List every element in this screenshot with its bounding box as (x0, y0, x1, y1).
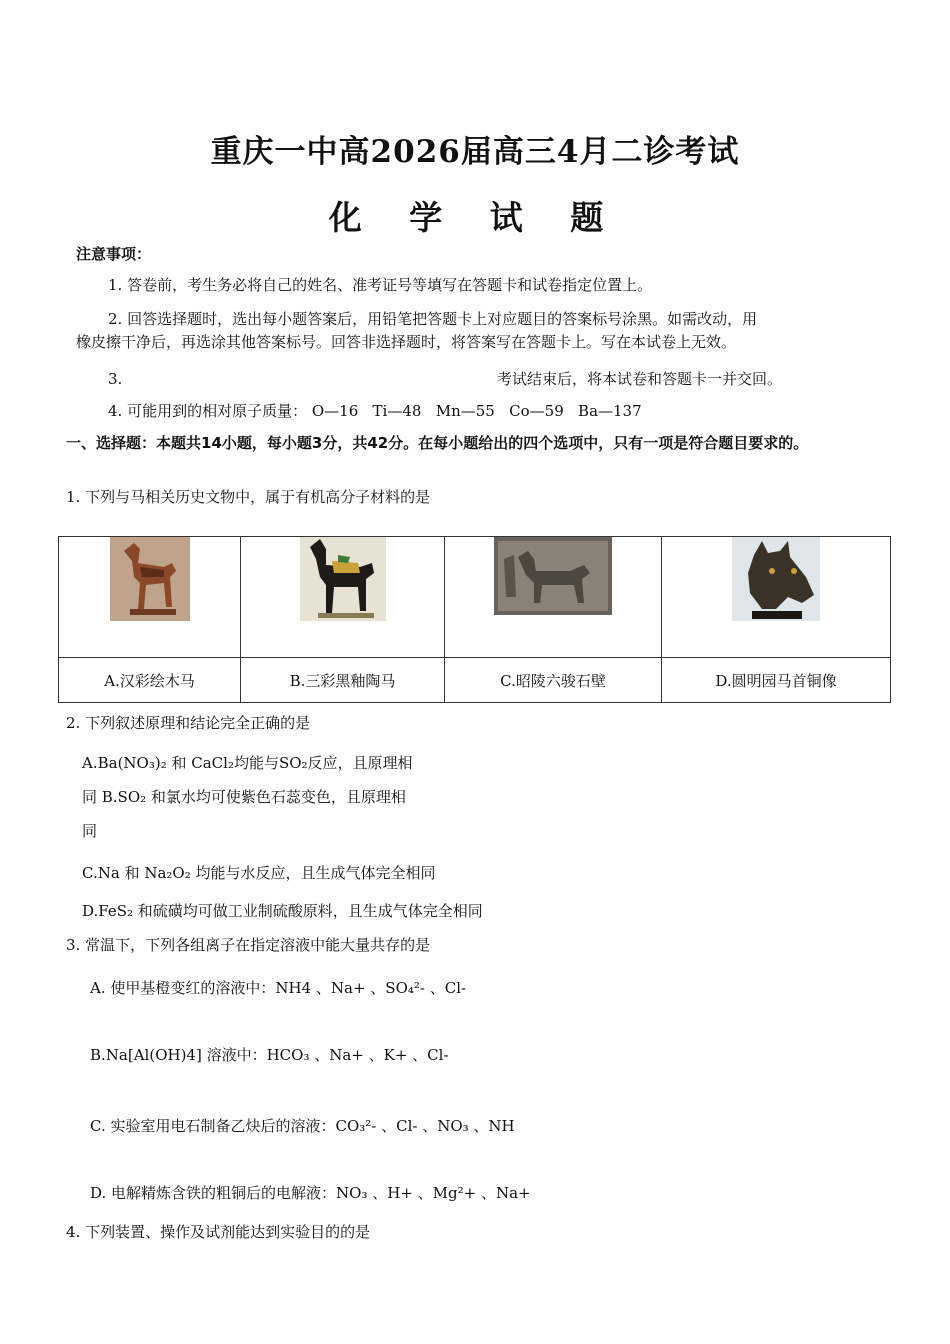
section-1-heading: 一、选择题：本题共14小题，每小题3分，共42分。在每小题给出的四个选项中，只有一项是符合题目要求的。 (66, 434, 809, 452)
notice-heading: 注意事项： (76, 245, 152, 263)
question-2-option-b: 同 B.SO₂ 和氯水均可使紫色石蕊变色，且原理相 (82, 788, 406, 806)
question-2-option-c: C.Na 和 Na₂O₂ 均能与水反应，且生成气体完全相同 (82, 864, 436, 882)
question-2-option-a: A.Ba(NO₃)₂ 和 CaCl₂均能与SO₂反应，且原理相 (82, 754, 413, 772)
question-2-option-b-continued: 同 (82, 822, 98, 840)
stone-relief-horse-icon (494, 537, 612, 615)
question-3-stem: 3. 常温下，下列各组离子在指定溶液中能大量共存的是 (66, 936, 431, 954)
notice-item-2-line-1: 2. 回答选择题时，选出每小题答案后，用铅笔把答题卡上对应题目的答案标号涂黑。如需改动，用 (108, 310, 758, 328)
question-2-option-d: D.FeS₂ 和硫磺均可做工业制硫酸原料，且生成气体完全相同 (82, 902, 483, 920)
tricolor-glazed-pottery-horse-icon (300, 537, 386, 621)
option-d-image-cell (662, 537, 891, 658)
question-3-option-c: C. 实验室用电石制备乙炔后的溶液：CO₃²- 、Cl- 、NO₃ 、NH (90, 1117, 515, 1135)
question-3-option-b: B.Na[Al(OH)4] 溶液中：HCO₃ 、Na+ 、K+ 、Cl- (90, 1046, 449, 1064)
option-a-image-cell (59, 537, 241, 658)
notice-item-3-text: 考试结束后，将本试卷和答题卡一并交回。 (497, 370, 783, 388)
exam-title: 重庆一中高2026届高三4月二诊考试 (210, 134, 740, 170)
question-3-option-d: D. 电解精炼含铁的粗铜后的电解液：NO₃ 、H+ 、Mg²+ 、Na+ (90, 1184, 531, 1202)
question-4-stem: 4. 下列装置、操作及试剂能达到实验目的的是 (66, 1223, 371, 1241)
question-1-options-table (58, 536, 891, 703)
bronze-horse-head-icon (732, 537, 820, 621)
option-c-image-cell (445, 537, 662, 658)
question-2-stem: 2. 下列叙述原理和结论完全正确的是 (66, 714, 311, 732)
option-b-image-cell (241, 537, 445, 658)
question-3-option-a: A. 使甲基橙变红的溶液中：NH4 、Na+ 、SO₄²- 、Cl- (90, 979, 467, 997)
notice-item-2-line-2: 橡皮擦干净后，再选涂其他答案标号。回答非选择题时，将答案写在答题卡上。写在本试卷上无效。 (76, 333, 737, 351)
option-c-label: C.昭陵六骏石壁 (445, 658, 662, 703)
notice-item-1: 1. 答卷前，考生务必将自己的姓名、准考证号等填写在答题卡和试卷指定位置上。 (108, 276, 653, 294)
notice-item-4: 4. 可能用到的相对原子质量： O—16 Ti—48 Mn—55 Co—59 Ba—137 (108, 402, 642, 420)
option-b-label: B.三彩黑釉陶马 (241, 658, 445, 703)
option-a-label: A.汉彩绘木马 (59, 658, 241, 703)
notice-item-3-number: 3. (108, 370, 123, 388)
question-1-stem: 1. 下列与马相关历史文物中，属于有机高分子材料的是 (66, 488, 431, 506)
painted-wooden-horse-icon (110, 537, 190, 621)
option-d-label: D.圆明园马首铜像 (662, 658, 891, 703)
exam-subject: 化 学 试 题 (328, 198, 622, 237)
